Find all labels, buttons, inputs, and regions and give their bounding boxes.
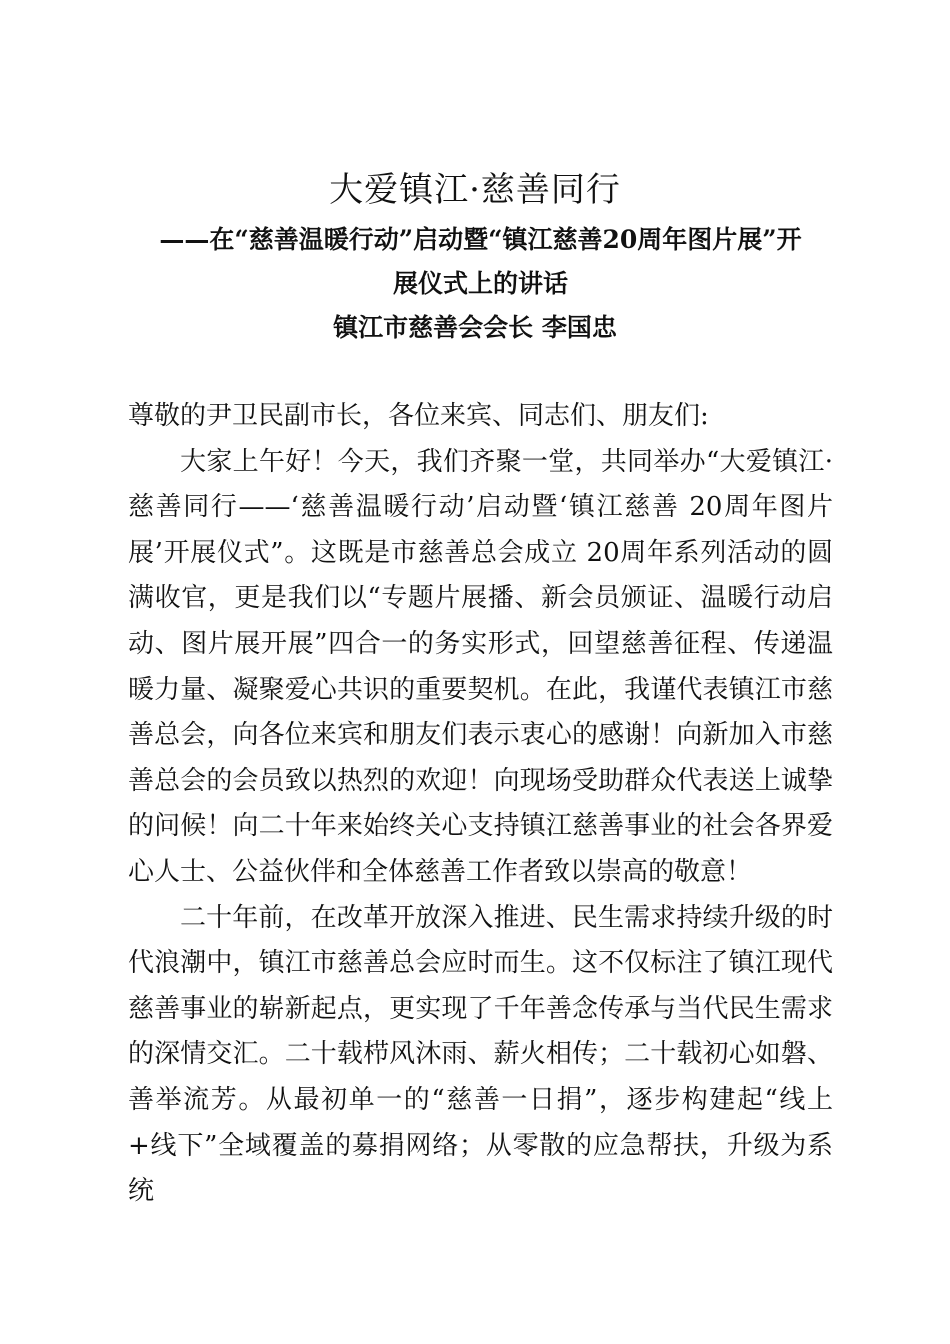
document-title: 大爱镇江·慈善同行 [329, 170, 621, 210]
speech-body [128, 394, 833, 1215]
subtitle-line-2: 展仪式上的讲话 [392, 269, 568, 298]
salutation: 尊敬的尹卫民副市长，各位来宾、同志们、朋友们: [128, 401, 709, 431]
paragraph-2: 二十年前，在改革开放深入推进、民生需求持续升级的时代浪潮中，镇江市慈善总会应时而生。这不仅标注了镇江现代慈善事业的崭新起点，更实现了千年善念传承与当代民生需求的深情交汇。二十载栉风沐雨、薪火相传；二十载初心如磐、善举流芳。从最初单一的“慈善一日捐”，逐步构建起“线上+线下”全域覆盖的募捐网络；从零散的应急帮扶，升级为系统 [128, 902, 833, 1207]
paragraph-1: 大家上午好！今天，我们齐聚一堂，共同举办“大爱镇江·慈善同行——‘慈善温暖行动’启动暨‘镇江慈善 20周年图片展’开展仪式”。这既是市慈善总会成立 20周年系列活动的圆满收官，更是我们以“专题片展播、新会员颁证、温暖行动启动、图片展开展”四合一的务实形式，回望慈善征程、传递温暖力量、凝聚爱心共识的重要契机。在此，我谨代表镇江市慈善总会，向各位来宾和朋友们表示衷心的感谢！向新加入市慈善总会的会员致以热烈的欢迎！向现场受助群众代表送上诚挚的问候！向二十年来始终关心支持镇江慈善事业的社会各界爱心人士、公益伙伴和全体慈善工作者致以崇高的敬意！ [128, 446, 833, 887]
document-author: 镇江市慈善会会长 李国忠 [333, 313, 617, 342]
document-subtitle [128, 218, 833, 306]
subtitle-line-1: ——在“慈善温暖行动”启动暨“镇江慈善20周年图片展”开 [159, 225, 802, 254]
